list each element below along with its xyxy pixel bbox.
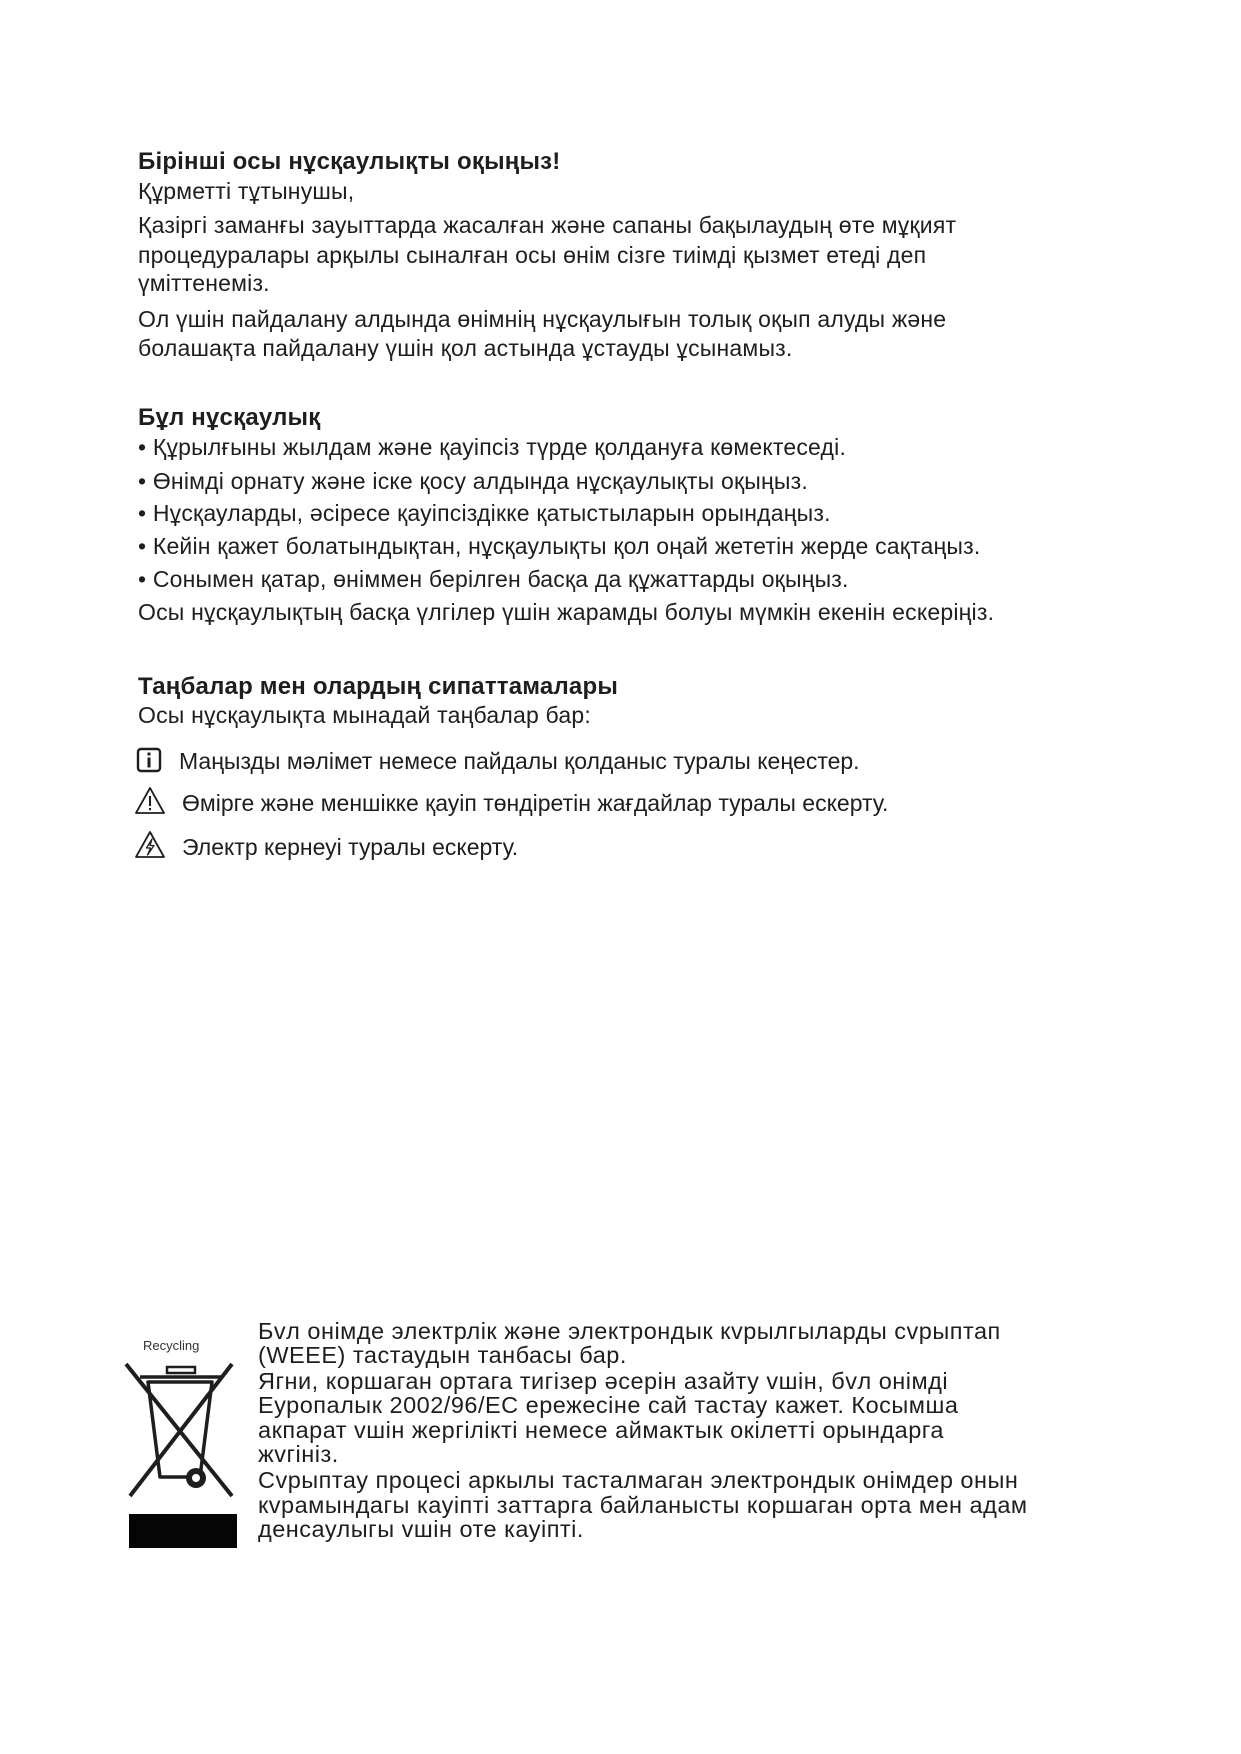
weee-line-5: акпарат vшін жергілікті немесе аймактык окілетті орындарга [258, 1417, 944, 1443]
weee-line-9: денсаулыгы vшін оте кауіпті. [258, 1516, 584, 1542]
manual-note: Осы нұсқаулықтың басқа үлгілер үшін жарамды болуы мүмкін екенін ескеріңіз. [138, 599, 995, 625]
symbol-warning-text: Өмірге және меншікке қауіп төндіретін жағдайлар туралы ескерту. [182, 790, 889, 816]
intro-paragraph-1-line-2: процедуралары арқылы сыналған осы өнім сізге тиімді қызмет етеді деп [138, 242, 927, 268]
weee-line-4: Еуропалык 2002/96/ЕС ережесіне сай тастау кажет. Косымша [258, 1392, 959, 1418]
weee-line-2: (WEEE) тастаудын танбасы бар. [258, 1342, 627, 1368]
weee-line-6: жvгініз. [258, 1441, 339, 1467]
recycling-label: Recycling [143, 1338, 200, 1353]
weee-line-3: Ягни, коршаган ортага тигізер əсерін азайту vшін, бvл онімді [258, 1368, 949, 1394]
symbol-info-text: Маңызды мәлімет немесе пайдалы қолданыс туралы кеңестер. [179, 748, 860, 774]
manual-bullet-4: • Кейін қажет болатындықтан, нұсқаулықты қол оңай жететін жерде сақтаңыз. [138, 533, 981, 559]
manual-bullet-3: • Нұсқауларды, әсіресе қауіпсіздікке қатыстыларын орындаңыз. [138, 500, 831, 526]
intro-heading: Бірінші осы нұсқаулықты оқыңыз! [138, 148, 561, 175]
greeting: Құрметті тұтынушы, [138, 178, 355, 204]
manual-heading: Бұл нұсқаулық [138, 404, 321, 431]
intro-paragraph-1-line-3: үміттенеміз. [138, 270, 270, 296]
warning-icon [135, 786, 165, 816]
weee-line-8: кvрамындагы кауіпті заттарга байланысты коршаган орта мен адам [258, 1492, 1028, 1518]
symbols-intro: Осы нұсқаулықта мынадай таңбалар бар: [138, 702, 591, 728]
weee-black-bar [129, 1514, 237, 1548]
intro-paragraph-2-line-1: Ол үшін пайдалану алдында өнімнің нұсқаулығын толық оқып алуды және [138, 306, 947, 332]
intro-paragraph-2-line-2: болашақта пайдалану үшін қол астында ұстауды ұсынамыз. [138, 335, 793, 361]
recycling-logo [124, 1338, 240, 1558]
manual-bullet-1: • Құрылғыны жылдам және қауіпсіз түрде қолдануға көмектеседі. [138, 434, 847, 460]
weee-line-1: Бvл онімде электрлік жəне электрондык кvрылгыларды сvрыптап [258, 1318, 1001, 1344]
intro-paragraph-1-line-1: Қазіргі заманғы зауыттарда жасалған және сапаны бақылаудың өте мұқият [138, 212, 957, 238]
symbols-heading: Таңбалар мен олардың сипаттамалары [138, 673, 619, 700]
info-icon [136, 747, 162, 773]
manual-bullet-5: • Сонымен қатар, өніммен берілген басқа да құжаттарды оқыңыз. [138, 566, 849, 592]
symbol-electric-text: Электр кернеуі туралы ескерту. [182, 834, 519, 860]
weee-line-7: Сvрыптау процесі аркылы тасталмаган электрондык онімдер онын [258, 1467, 1019, 1493]
crossed-out-bin-icon [124, 1356, 240, 1512]
manual-bullet-2: • Өнімді орнату және іске қосу алдында нұсқаулықты оқыңыз. [138, 468, 808, 494]
electric-warning-icon [135, 830, 165, 860]
